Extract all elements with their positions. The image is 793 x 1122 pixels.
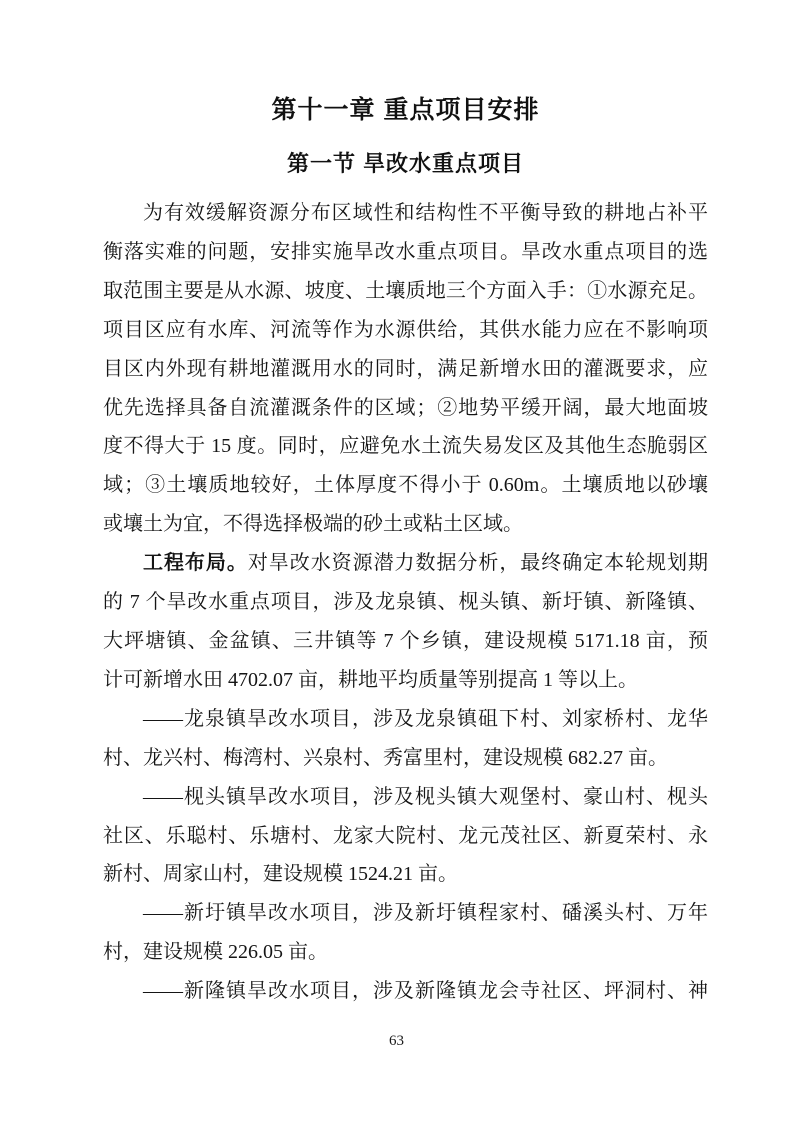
section-title: 第一节 旱改水重点项目 — [286, 151, 525, 176]
paragraph — [103, 778, 708, 895]
text-line: ——枧头镇旱改水项目，涉及枧头镇大观堡村、豪山村、枧头 — [143, 785, 708, 808]
text-line — [103, 544, 708, 583]
body-text — [103, 194, 708, 1011]
text-line: 村、龙兴村、梅湾村、兴泉村、秀富里村，建设规模 682.27 亩。 — [103, 746, 668, 769]
text-line: 为有效缓解资源分布区域性和结构性不平衡导致的耕地占补平 — [143, 202, 708, 224]
text-line: 村，建设规模 226.05 亩。 — [103, 941, 328, 964]
text-line: 大坪塘镇、金盆镇、三井镇等 7 个乡镇，建设规模 5171.18 亩，预 — [103, 629, 708, 652]
text-line: 度不得大于 15 度。同时，应避免水土流失易发区及其他生态脆弱区 — [103, 435, 708, 458]
text-line: 项目区应有水库、河流等作为水源供给，其供水能力应在不影响项 — [103, 318, 708, 341]
paragraph — [103, 972, 708, 1011]
paragraph — [103, 544, 708, 700]
text-line: 的 7 个旱改水重点项目，涉及龙泉镇、枧头镇、新圩镇、新隆镇、 — [103, 591, 708, 614]
text-line: 取范围主要是从水源、坡度、土壤质地三个方面入手：①水源充足。 — [103, 279, 708, 302]
text-line: 新村、周家山村，建设规模 1524.21 亩。 — [103, 863, 458, 886]
chapter-title: 第十一章 重点项目安排 — [271, 96, 540, 124]
text-line: 域；③土壤质地较好，土体厚度不得小于 0.60m。土壤质地以砂壤 — [103, 474, 708, 497]
text-line: 目区内外现有耕地灌溉用水的同时，满足新增水田的灌溉要求，应 — [103, 357, 708, 380]
text-line: ——新圩镇旱改水项目，涉及新圩镇程家村、磻溪头村、万年 — [143, 902, 708, 925]
text-run: 对旱改水资源潜力数据分析，最终确定本轮规划期 — [247, 552, 709, 575]
page-number: 63 — [389, 1033, 404, 1049]
text-line: 优先选择具备自流灌溉条件的区域；②地势平缓开阔，最大地面坡 — [103, 396, 708, 419]
text-line: ——龙泉镇旱改水项目，涉及龙泉镇砠下村、刘家桥村、龙华 — [143, 707, 708, 730]
paragraph — [103, 700, 708, 778]
paragraph — [103, 894, 708, 972]
text-line: 或壤土为宜，不得选择极端的砂土或粘土区域。 — [103, 513, 523, 536]
text-line: 社区、乐聪村、乐塘村、龙家大院村、龙元茂社区、新夏荣村、永 — [103, 824, 708, 847]
paragraph-lead-bold: 工程布局。 — [143, 552, 248, 575]
text-line: 衡落实难的问题，安排实施旱改水重点项目。旱改水重点项目的选 — [103, 240, 708, 263]
page-footer — [0, 1032, 793, 1050]
text-line: 计可新增水田 4702.07 亩，耕地平均质量等别提高 1 等以上。 — [103, 668, 638, 691]
paragraph — [103, 194, 708, 544]
page-content — [103, 0, 708, 1011]
text-line: ——新隆镇旱改水项目，涉及新隆镇龙会寺社区、坪洞村、神 — [143, 980, 708, 1003]
